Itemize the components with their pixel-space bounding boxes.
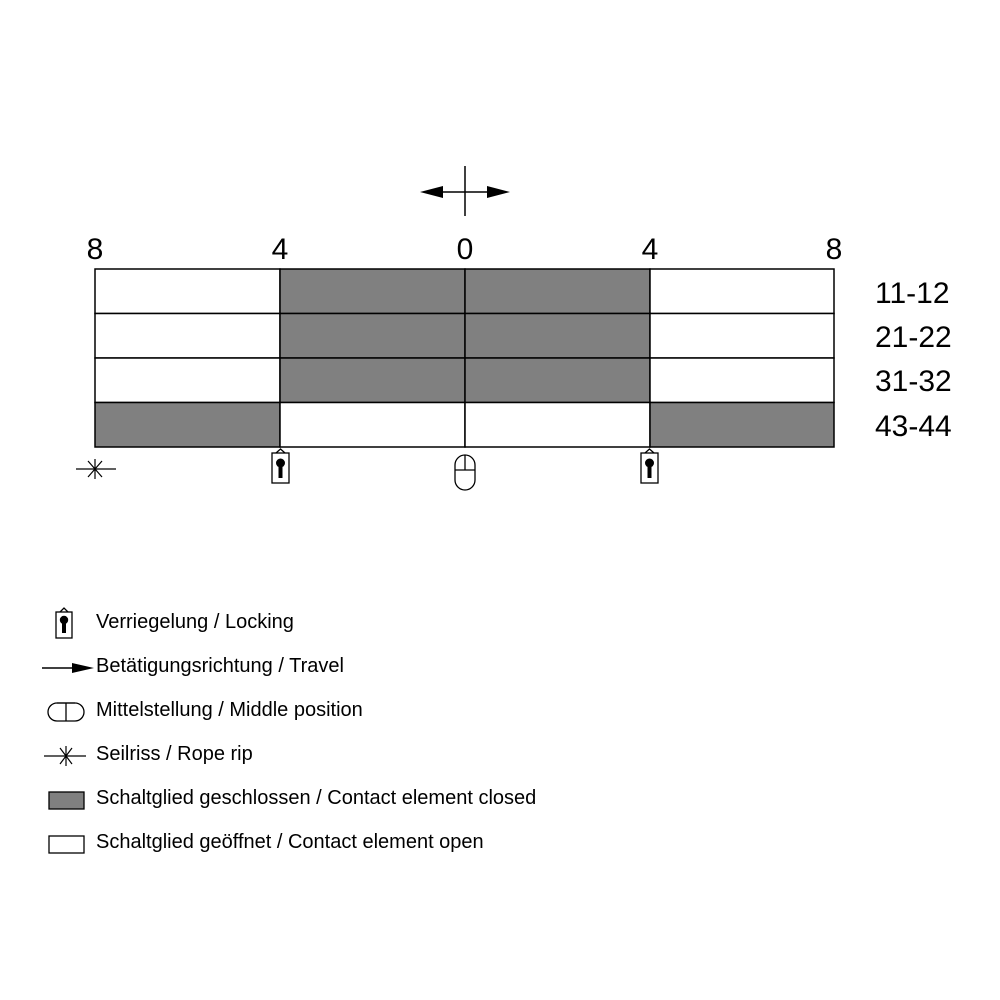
middle-position-icon — [40, 694, 94, 730]
contact-cell-43-44-3-open — [465, 403, 650, 448]
locking-marker-right-icon — [641, 449, 658, 483]
legend-text-middle-position: Mittelstellung / Middle position — [96, 699, 363, 721]
legend-item-contact-open — [40, 826, 740, 862]
scale-label-left-8: 8 — [86, 233, 104, 266]
contact-cell-31-32-2-closed — [280, 358, 465, 403]
scale-label-left-4: 4 — [271, 233, 289, 266]
legend-text-contact-closed: Schaltglied geschlossen / Contact element closed — [96, 787, 537, 809]
contact-cell-21-22-3-closed — [465, 314, 650, 359]
contact-cell-31-32-4-open — [650, 358, 834, 403]
row-label-21-22: 21-22 — [875, 321, 952, 354]
legend-item-travel — [40, 650, 740, 686]
contact-cell-21-22-4-open — [650, 314, 834, 359]
scale-label-zero: 0 — [456, 233, 474, 266]
row-label-31-32: 31-32 — [875, 365, 952, 398]
contact-cell-21-22-1-open — [95, 314, 280, 359]
travel-direction-icon — [420, 166, 510, 216]
row-label-43-44: 43-44 — [875, 410, 952, 443]
rope-rip-marker-icon — [76, 459, 116, 479]
contact-cell-43-44-2-open — [280, 403, 465, 448]
contact-cell-43-44-1-closed — [95, 403, 280, 448]
contact-cell-11-12-3-closed — [465, 269, 650, 314]
contact-cell-11-12-1-open — [95, 269, 280, 314]
legend-item-contact-closed — [40, 782, 740, 818]
scale-label-right-4: 4 — [641, 233, 659, 266]
open-swatch-icon — [40, 826, 94, 862]
middle-position-marker-icon — [455, 455, 475, 490]
closed-swatch-icon — [40, 782, 94, 818]
row-label-11-12: 11-12 — [875, 277, 950, 310]
locking-icon — [40, 606, 94, 642]
legend-text-contact-open: Schaltglied geöffnet / Contact element open — [96, 831, 484, 853]
travel-arrow-icon — [40, 650, 94, 686]
contact-cell-31-32-1-open — [95, 358, 280, 403]
legend-text-locking: Verriegelung / Locking — [96, 611, 294, 633]
contact-rows — [95, 269, 834, 447]
contact-cell-31-32-3-closed — [465, 358, 650, 403]
contact-cell-21-22-2-closed — [280, 314, 465, 359]
contact-cell-43-44-4-closed — [650, 403, 834, 448]
legend-item-middle-position — [40, 694, 740, 730]
legend-item-rope-rip — [40, 738, 740, 774]
legend-text-rope-rip: Seilriss / Rope rip — [96, 743, 253, 765]
legend-item-locking — [40, 606, 740, 642]
legend-text-travel: Betätigungsrichtung / Travel — [96, 655, 344, 677]
contact-cell-11-12-2-closed — [280, 269, 465, 314]
locking-marker-left-icon — [272, 449, 289, 483]
rope-rip-icon — [40, 738, 94, 774]
contact-cell-11-12-4-open — [650, 269, 834, 314]
scale-label-right-8: 8 — [825, 233, 843, 266]
